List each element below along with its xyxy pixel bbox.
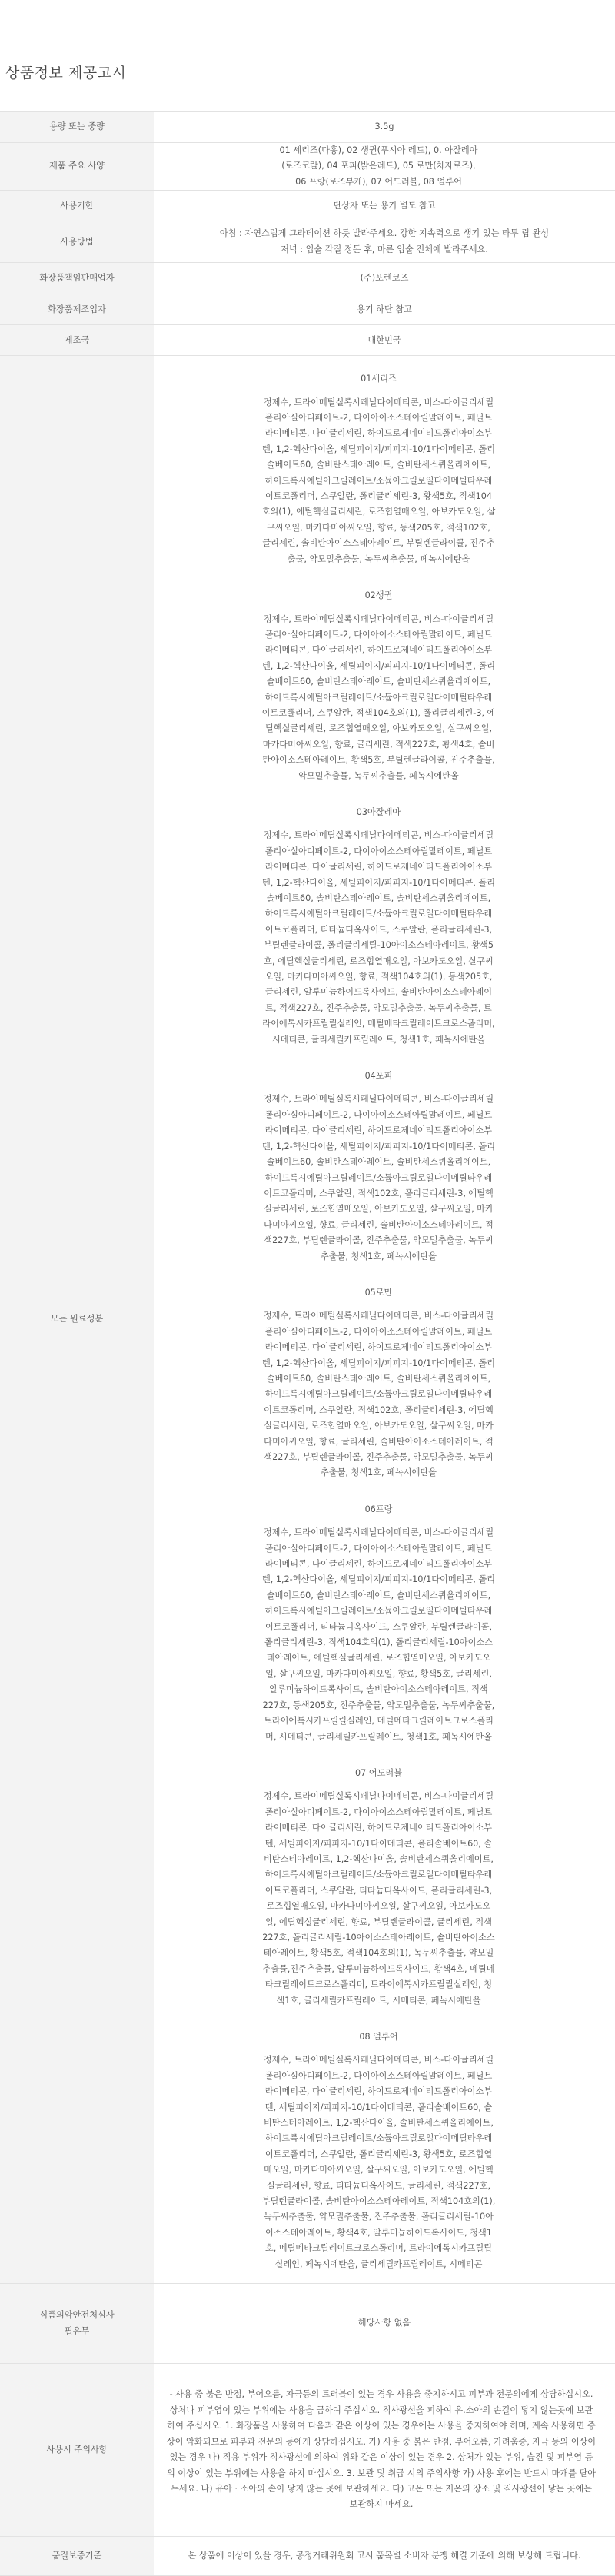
row-value: 단상자 또는 용기 별도 참고 [154,191,615,221]
table-row [0,112,615,143]
ingredient-name: 03아잘레아 [356,806,401,817]
ingredient-list: 정제수, 트라이메틸실록시페닐다이메티콘, 비스-다이글리세릴폴리아실아디페이트-2, 다이아이소스테아릴말레이트, 페닐트라이메티콘, 다이글리세린, 하이드로제네이티드폴리아이소부텐, 1,2-헥산다이올, 세틸피이지/피피지-10/1다이메티콘, 폴리솔베이트60, 솔비탄스테아레이트, 솔비탄세스퀴올리에이트, 하이드록시에틸아크릴레이트/소듐아크릴로일다이메틸타우레이트코폴리머, 티타늄디옥사이드, 스쿠알란, 부틸렌글라이콜, 폴리글리세린-3, 적색104호의(1), 폴리글리세릴-10아이소스테아레이트, 에틸헥실글리세린, 로즈힙열매오일, 아보카도오일, 살구씨오일, 마카다미아씨오일, 향료, 황색5호, 글리세린, 알루미늄하이드록사이드, 솔비탄아이소스테아레이트, 적색227호, 등색205호, 진주추출물, 약모밀추출물, 녹두씨추출물, 트라이에톡시카프릴릴실레인, 메틸메타크릴레이트크로스폴리머, 시메티콘, 글리세릴카프릴레이트, 청색1호, 페녹시에탄올 [261,1527,496,1742]
table-row [0,221,615,263]
row-label [0,2284,154,2364]
row-value: 01 세리즈(다홍), 02 생귄(푸시아 레드), 0. 아잘레아(로즈코랄), 04 포피(밝은레드), 05 로만(차자로즈), 06 프랑(로즈부케), 07 어도러블, 08 얼루어 [154,143,615,191]
row-value: 용기 하단 참고 [154,294,615,325]
row-value: (주)포렌코즈 [154,263,615,294]
caution-text: - 사용 중 붉은 반점, 부어오름, 자극등의 트러블이 있는 경우 사용을 중지하시고 피부과 전문의에게 상담하십시오. 상처나 피부염이 있는 부위에는 사용을 금하여 주십시오. 직사광선을 피하여 유.소아의 손길이 닿지 않는곳에 보관하여 주십시오. 1. 화장품을 사용하여 다음과 같은 이상이 있는 경우에는 사용을 중지하여야 하며, 계속 사용하면 증상이 악화되므로 피부과 전문의 등에게 상담하십시오. 가) 사용 중 붉은 반점, 부어오름, 가려움증, 자극 등의 이상이 있는 경우 나) 적용 부위가 직사광선에 의하여 위와 같은 이상이 있는 경우 2. 상처가 있는 부위, 습진 및 피부염 등의 이상이 있는 부위에는 사용을 하지 마십시오. 3. 보관 및 취급 시의 주의사항 가) 사용 후에는 반드시 마개를 닫아두세요. 나) 유아 · 소아의 손이 닿지 않는 곳에 보관하세요. 다) 고온 또는 저온의 장소 및 직사광선이 닿는 곳에는 보관하지 마세요. [154,2364,615,2537]
ingredient-list: 정제수, 트라이메틸실록시페닐다이메티콘, 비스-다이글리세릴폴리아실아디페이트-2, 다이아이소스테아릴말레이트, 페닐트라이메티콘, 다이글리세린, 하이드로제네이티드폴리아이소부텐, 1,2-헥산다이올, 세틸피이지/피피지-10/1다이메티콘, 폴리솔베이트60, 솔비탄스테아레이트, 솔비탄세스퀴올리에이트, 하이드록시에틸아크릴레이트/소듐아크릴로일다이메틸타우레이트코폴리머, 스쿠알란, 적색102호, 폴리글리세린-3, 에틸헥실글리세린, 로즈힙열매오일, 아보카도오일, 살구씨오일, 마카다미아씨오일, 향료, 글리세린, 솔비탄아이소스테아레이트, 적색227호, 부틸렌글라이콜, 진주추출물, 약모밀추출물, 녹두씨추출물, 청색1호, 페녹시에탄올 [261,1311,496,1478]
ingredient-name: 02생귄 [364,590,393,601]
row-label: 사용시 주의사항 [0,2364,154,2537]
ingredient-block [261,2029,496,2272]
row-label: 모든 원료성분 [0,356,154,2284]
row-label: 사용기한 [0,191,154,221]
ingredient-name: 01세리즈 [361,374,397,384]
row-label: 제조국 [0,325,154,356]
table-row [0,2284,615,2364]
ingredient-name: 04포피 [364,1071,393,1082]
ingredient-list: 정제수, 트라이메틸실록시페닐다이메티콘, 비스-다이글리세릴폴리아실아디페이트-2, 다이아이소스테아릴말레이트, 페닐트라이메티콘, 다이글리세린, 하이드로제네이티드폴리아이소부텐, 1,2-헥산다이올, 세틸피이지/피피지-10/1다이메티콘, 폴리솔베이트60, 솔비탄스테아레이트, 솔비탄세스퀴올리에이트, 하이드록시에틸아크릴레이트/소듐아크릴로일다이메틸타우레이트코폴리머, 스쿠알란, 폴리글리세린-3, 황색5호, 적색104호의(1), 에틸헥실글리세린, 로즈힙열매오일, 아보카도오일, 살구씨오일, 마카다미아씨오일, 향료, 등색205호, 적색102호, 글리세린, 솔비탄아이소스테아레이트, 부틸렌글라이콜, 진주추출물, 약모밀추출물, 녹두씨추출물, 페녹시에탄올 [261,397,496,564]
table-row [0,356,615,2284]
ingredient-block [261,805,496,1048]
product-info-table [0,111,615,2576]
ingredient-name: 07 어도러블 [354,1767,403,1778]
usage-text: 아침 : 자연스럽게 그라데이션 하듯 발라주세요. 강한 지속력으로 생기 있는 타투 립 완성 저녁 : 입술 각질 정돈 후, 마른 입술 전체에 발라주세요. [219,228,550,254]
ingredient-block [261,1069,496,1265]
ingredients-cell [154,356,615,2284]
ingredient-block [261,1285,496,1481]
row-label: 용량 또는 중량 [0,112,154,143]
page-title: 상품정보 제공고시 [5,65,127,81]
ingredient-name: 08 얼루어 [359,2032,398,2042]
row-value [154,221,615,263]
ingredient-block [261,1766,496,2009]
table-row [0,143,615,191]
table-row [0,2537,615,2576]
row-label: 화장품책임판매업자 [0,263,154,294]
row-value: 대한민국 [154,325,615,356]
ingredient-name: 06프랑 [364,1504,393,1514]
ingredient-list: 정제수, 트라이메틸실록시페닐다이메티콘, 비스-다이글리세릴폴리아실아디페이트-2, 다이아이소스테아릴말레이트, 페닐트라이메티콘, 다이글리세린, 하이드로제네이티드폴리아이소부텐, 세틸피이지/피피지-10/1다이메티콘, 폴리솔베이트60, 솔비탄스테아레이트, 1,2-헥산다이올, 솔비탄세스퀴올리에이트, 하이드록시에틸아크릴레이트/소듐아크릴로일다이메틸타우레이트코폴리머, 스쿠알란, 폴리글리세린-3, 황색5호, 로즈힙열매오일, 마카다미아씨오일, 살구씨오일, 아보카도오일, 에틸헥실글리세린, 향료, 티타늄디옥사이드, 글리세린, 적색227호, 부틸렌글라이콜, 솔비탄아이소스테아레이트, 적색104호의(1), 녹두씨추출물, 약모밀추출물, 진주추출물, 폴리글리세릴-10아이소스테아레이트, 황색4호, 알루미늄하이드록사이드, 청색1호, 메틸메타크릴레이트크로스폴리머, 트라이에톡시카프릴릴실레인, 페녹시에탄올, 글리세릴카프릴레이트, 시메티콘 [261,2055,496,2269]
ingredient-list: 정제수, 트라이메틸실록시페닐다이메티콘, 비스-다이글리세릴폴리아실아디페이트-2, 다이아이소스테아릴말레이트, 페닐트라이메티콘, 다이글리세린, 하이드로제네이티드폴리아이소부텐, 세틸피이지/피피지-10/1다이메티콘, 폴리솔베이트60, 솔비탄스테아레이트, 1,2-헥산다이올, 솔비탄세스퀴올리에이트, 하이드록시에틸아크릴레이트/소듐아크릴로일다이메틸타우레이트코폴리머, 스쿠알란, 티타늄디옥사이드, 폴리글리세린-3, 로즈힙열매오일, 마카다미아씨오일, 살구씨오일, 아보카도오일, 에틸헥실글리세린, 향료, 부틸렌글라이콜, 글리세린, 적색227호, 폴리글리세릴-10아이소스테아레이트, 솔비탄아이소스테아레이트, 황색5호, 적색104호의(1), 녹두씨추출물, 약모밀추출물,진주추출물, 알루미늄하이드록사이드, 황색4호, 메틸메타크릴레이트크로스폴리머, 트라이에톡시카프릴릴실레인, 청색1호, 글리세릴카프릴레이트, 시메티콘, 페녹시에탄올 [262,1791,495,2006]
table-row [0,191,615,221]
ingredient-block [261,588,496,784]
row-label: 화장품제조업자 [0,294,154,325]
row-value: 본 상품에 이상이 있을 경우, 공정거래위원회 고시 품목별 소비자 분쟁 해결 기준에 의해 보상해 드립니다. [154,2537,615,2576]
ingredient-name: 05로만 [364,1287,393,1298]
ingredient-list: 정제수, 트라이메틸실록시페닐다이메티콘, 비스-다이글리세릴폴리아실아디페이트-2, 다이아이소스테아릴말레이트, 페닐트라이메티콘, 다이글리세린, 하이드로제네이티드폴리아이소부텐, 1,2-헥산다이올, 세틸피이지/피피지-10/1다이메티콘, 폴리솔베이트60, 솔비탄스테아레이트, 솔비탄세스퀴올리에이트, 하이드록시에틸아크릴레이트/소듐아크릴로일다이메틸타우레이트코폴리머, 티타늄디옥사이드, 스쿠알란, 폴리글리세린-3, 부틸렌글라이콜, 폴리글리세릴-10아이소스테아레이트, 황색5호, 에틸헥실글리세린, 로즈힙열매오일, 아보카도오일, 살구씨오일, 마카다미아씨오일, 향료, 적색104호의(1), 등색205호, 글리세린, 알루미늄하이드록사이드, 솔비탄아이소스테아레이트, 적색227호, 진주추출물, 약모밀추출물, 녹두씨추출물, 트라이에톡시카프릴릴실레인, 메틸메타크릴레이트크로스폴리머, 시메티콘, 글리세릴카프릴레이트, 청색1호, 페녹시에탄올 [261,830,496,1045]
ingredient-list: 정제수, 트라이메틸실록시페닐다이메티콘, 비스-다이글리세릴폴리아실아디페이트-2, 다이아이소스테아릴말레이트, 페닐트라이메티콘, 다이글리세린, 하이드로제네이티드폴리아이소부텐, 1,2-헥산다이올, 세틸피이지/피피지-10/1다이메티콘, 폴리솔베이트60, 솔비탄스테아레이트, 솔비탄세스퀴올리에이트, 하이드록시에틸아크릴레이트/소듐아크릴로일다이메틸타우레이트코폴리머, 스쿠알란, 적색104호의(1), 폴리글리세린-3, 에틸헥실글리세린, 로즈힙열매오일, 아보카도오일, 살구씨오일, 마카다미아씨오일, 향료, 글리세린, 적색227호, 황색4호, 솔비탄아이소스테아레이트, 황색5호, 부틸렌글라이콜, 진주추출물, 약모밀추출물, 녹두씨추출물, 페녹시에탄올 [261,613,496,781]
row-value: 3.5g [154,112,615,143]
table-row [0,294,615,325]
row-label: 제품 주요 사양 [0,143,154,191]
row-label: 사용방법 [0,221,154,263]
table-row [0,2364,615,2537]
row-label: 품질보증기준 [0,2537,154,2576]
table-row [0,263,615,294]
ingredient-list: 정제수, 트라이메틸실록시페닐다이메티콘, 비스-다이글리세릴폴리아실아디페이트-2, 다이아이소스테아릴말레이트, 페닐트라이메티콘, 다이글리세린, 하이드로제네이티드폴리아이소부텐, 1,2-헥산다이올, 세틸피이지/피피지-10/1다이메티콘, 폴리솔베이트60, 솔비탄스테아레이트, 솔비탄세스퀴올리에이트, 하이드록시에틸아크릴레이트/소듐아크릴로일다이메틸타우레이트코폴리머, 스쿠알란, 적색102호, 폴리글리세린-3, 에틸헥실글리세린, 로즈힙열매오일, 아보카도오일, 살구씨오일, 마카다미아씨오일, 향료, 글리세린, 솔비탄아이소스테아레이트, 적색227호, 부틸렌글라이콜, 진주추출물, 약모밀추출물, 녹두씨추출물, 청색1호, 페녹시에탄올 [261,1094,496,1261]
ingredient-block [261,371,496,567]
table-row [0,325,615,356]
ingredient-block [261,1502,496,1745]
review-label: 식품의약안전처심사 필유무 [39,2310,115,2336]
row-value: 해당사항 없음 [154,2284,615,2364]
